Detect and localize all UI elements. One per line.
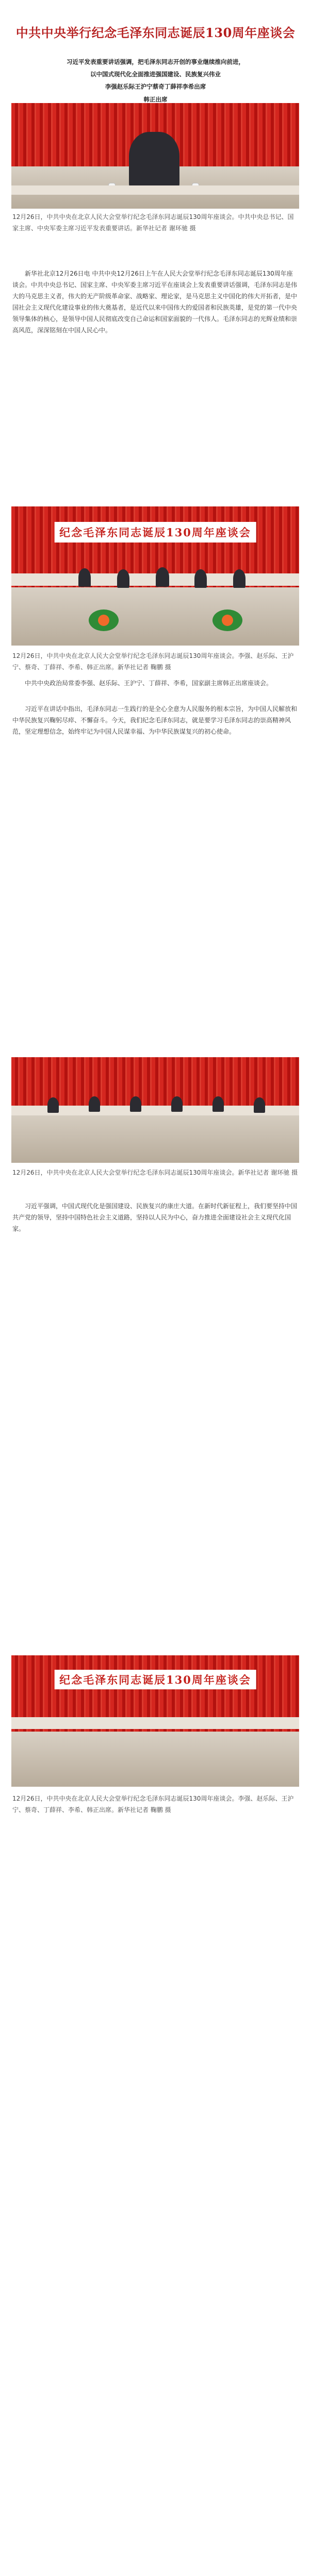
person-silhouette	[194, 569, 207, 588]
person-silhouette	[254, 1097, 265, 1113]
person-silhouette	[212, 1096, 224, 1112]
hall-photo-1	[11, 506, 299, 646]
audience-area	[11, 587, 299, 646]
person-silhouette	[89, 1096, 100, 1112]
article-subhead-4: 韩正出席	[143, 96, 168, 103]
head-table	[11, 1717, 299, 1729]
person-silhouette	[156, 567, 169, 587]
person-silhouette	[171, 1096, 183, 1112]
head-table	[11, 573, 299, 586]
hall-photo-2	[11, 1057, 299, 1163]
body-paragraph-4: 习近平强调，中国式现代化是强国建设、民族复兴的康庄大道。在新时代新征程上，我们要坚持中国共产党的领导，坚持中国特色社会主义道路，坚持以人民为中心，奋力推进全面建设社会主义现代化国家。	[12, 1202, 298, 1232]
seating-area	[11, 1110, 299, 1163]
body-paragraph-2: 中共中央政治局常委李强、赵乐际、王沪宁、丁薛祥、李希，国家副主席韩正出席座谈会。	[25, 680, 273, 687]
body-paragraph-3: 习近平在讲话中指出，毛泽东同志一生践行的是全心全意为人民服务的根本宗旨，为中国人民解放和中华民族复兴鞠躬尽瘁、不懈奋斗。今天，我们纪念毛泽东同志，就是要学习毛泽东同志的崇高精神风范，坚定理想信念，始终牢记为中国人民谋幸福、为中华民族谋复兴的初心使命。	[12, 705, 298, 735]
photo-caption-2: 12月26日，中共中央在北京人民大会堂举行纪念毛泽东同志诞辰130周年座谈会。李强、赵乐际、王沪宁、蔡奇、丁薛祥、李希、韩正出席。新华社记者 鞠鹏 摄	[12, 652, 294, 671]
event-banner: 纪念毛泽东同志诞辰130周年座谈会	[55, 1670, 256, 1689]
article-headline: 中共中央举行纪念毛泽东同志诞辰130周年座谈会	[15, 25, 296, 40]
flower-arrangement	[89, 609, 119, 631]
speaker-figure	[129, 132, 179, 193]
hall-photo-3	[11, 1655, 299, 1787]
body-paragraph-1: 新华社北京12月26日电 中共中央12月26日上午在人民大会堂举行纪念毛泽东同志诞辰130周年座谈会。中共中央总书记、国家主席、中央军委主席习近平在座谈会上发表重要讲话强调，毛泽东同志是伟大的马克思主义者，伟大的无产阶级革命家、战略家、理论家，是马克思主义中国化的伟大开拓者，是中国社会主义现代化建设事业的伟大奠基者，是近代以来中国伟大的爱国者和民族英雄，是党的第一代中央领导集体的核心，是领导中国人民彻底改变自己命运和国家面貌的一代伟人。毛泽东同志的光辉业绩和崇高风范，深深铭刻在中国人民心中。	[12, 270, 298, 334]
speaker-photo	[11, 103, 299, 209]
person-silhouette	[78, 568, 91, 587]
person-silhouette	[47, 1097, 59, 1113]
flower-arrangement	[212, 609, 242, 631]
table-top	[11, 185, 299, 195]
event-banner: 纪念毛泽东同志诞辰130周年座谈会	[55, 522, 256, 543]
article-subhead-1: 习近平发表重要讲话强调，把毛泽东同志开创的事业继续推向前进，	[67, 58, 244, 65]
person-silhouette	[130, 1096, 141, 1112]
person-silhouette	[233, 569, 245, 588]
article-subhead-2: 以中国式现代化全面推进强国建设、民族复兴伟业	[90, 71, 221, 78]
photo-caption-4: 12月26日，中共中央在北京人民大会堂举行纪念毛泽东同志诞辰130周年座谈会。李强、赵乐际、王沪宁、蔡奇、丁薛祥、李希、韩正出席。新华社记者 鞠鹏 摄	[12, 1795, 294, 1814]
person-silhouette	[117, 569, 129, 588]
photo-caption-3: 12月26日，中共中央在北京人民大会堂举行纪念毛泽东同志诞辰130周年座谈会。新华社记者 谢环驰 摄	[12, 1169, 298, 1176]
article-subhead-3: 李强赵乐际王沪宁蔡奇丁薛祥李希出席	[105, 83, 206, 90]
photo-caption-1: 12月26日，中共中央在北京人民大会堂举行纪念毛泽东同志诞辰130周年座谈会。中共中央总书记、国家主席、中央军委主席习近平发表重要讲话。新华社记者 谢环驰 摄	[12, 213, 294, 232]
audience-area	[11, 1732, 299, 1787]
